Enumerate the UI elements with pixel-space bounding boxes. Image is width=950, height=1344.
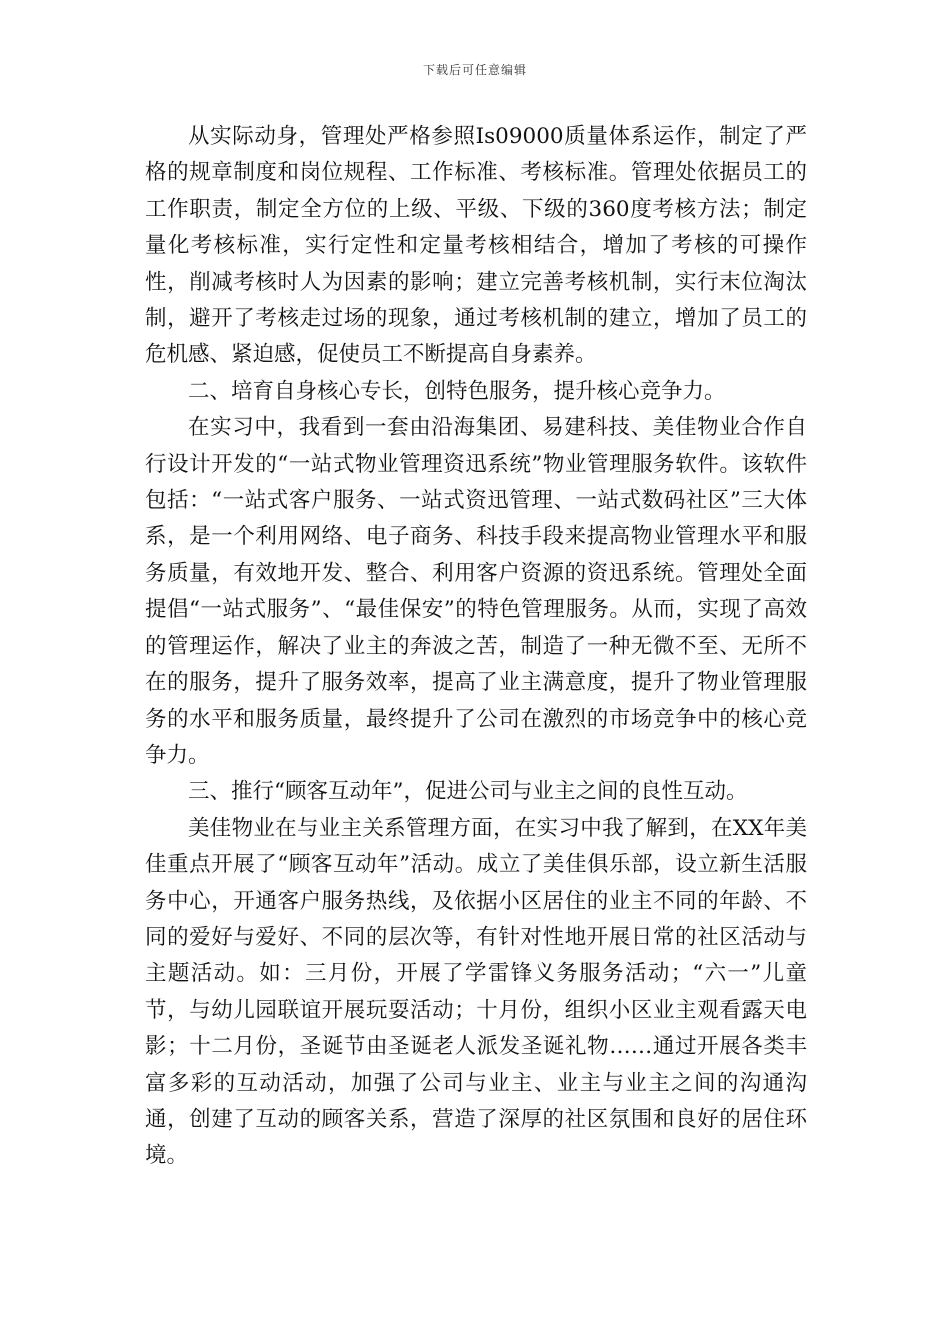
section-heading-three: 三、推行“顾客互动年”，促进公司与业主之间的良性互动。 (188, 779, 748, 805)
section-heading-two: 二、培育自身核心专长，创特色服务，提升核心竞争力。 (188, 378, 726, 404)
document-body (145, 119, 807, 1175)
page-header-note: 下载后可任意编辑 (422, 63, 527, 77)
paragraph-one-stop-system: 在实习中，我看到一套由沿海集团、易建科技、美佳物业合作自行设计开发的“一站式物业管理资迅系统”物业管理服务软件。该软件包括：“一站式客户服务、一站式资迅管理、一站式数码社区”三大体系，是一个利用网络、电子商务、科技手段来提高物业管理水平和服务质量，有效地开发、整合、利用客户资源的资迅系统。管理处全面提倡“一站式服务”、“最佳保安”的特色管理服务。从而，实现了高效的管理运作，解决了业主的奔波之苦，制造了一种无微不至、无所不在的服务，提升了服务效率，提高了业主满意度，提升了物业管理服务的水平和服务质量，最终提升了公司在激烈的市场竞争中的核心竞争力。 (145, 415, 807, 768)
paragraph-assessment-system: 从实际动身，管理处严格参照Is09000质量体系运作，制定了严格的规章制度和岗位规程、工作标准、考核标准。管理处依据员工的工作职责，制定全方位的上级、平级、下级的360度考核方法；制定量化考核标准，实行定性和定量考核相结合，增加了考核的可操作性，削减考核时人为因素的影响；建立完善考核机制，实行末位淘汰制，避开了考核走过场的现象，通过考核机制的建立，增加了员工的危机感、紧迫感，促使员工不断提高自身素养。 (145, 124, 807, 368)
paragraph-customer-interaction: 美佳物业在与业主关系管理方面，在实习中我了解到，在XX年美佳重点开展了“顾客互动年”活动。成立了美佳俱乐部，设立新生活服务中心，开通客户服务热线，及依据小区居住的业主不同的年龄、不同的爱好与爱好、不同的层次等，有针对性地开展日常的社区活动与主题活动。如：三月份，开展了学雷锋义务服务活动；“六一”儿童节，与幼儿园联谊开展玩耍活动；十月份，组织小区业主观看露天电影；十二月份，圣诞节由圣诞老人派发圣诞礼物……通过开展各类丰富多彩的互动活动，加强了公司与业主、业主与业主之间的沟通沟通，创建了互动的顾客关系，营造了深厚的社区氛围和良好的居住环境。 (145, 815, 807, 1169)
